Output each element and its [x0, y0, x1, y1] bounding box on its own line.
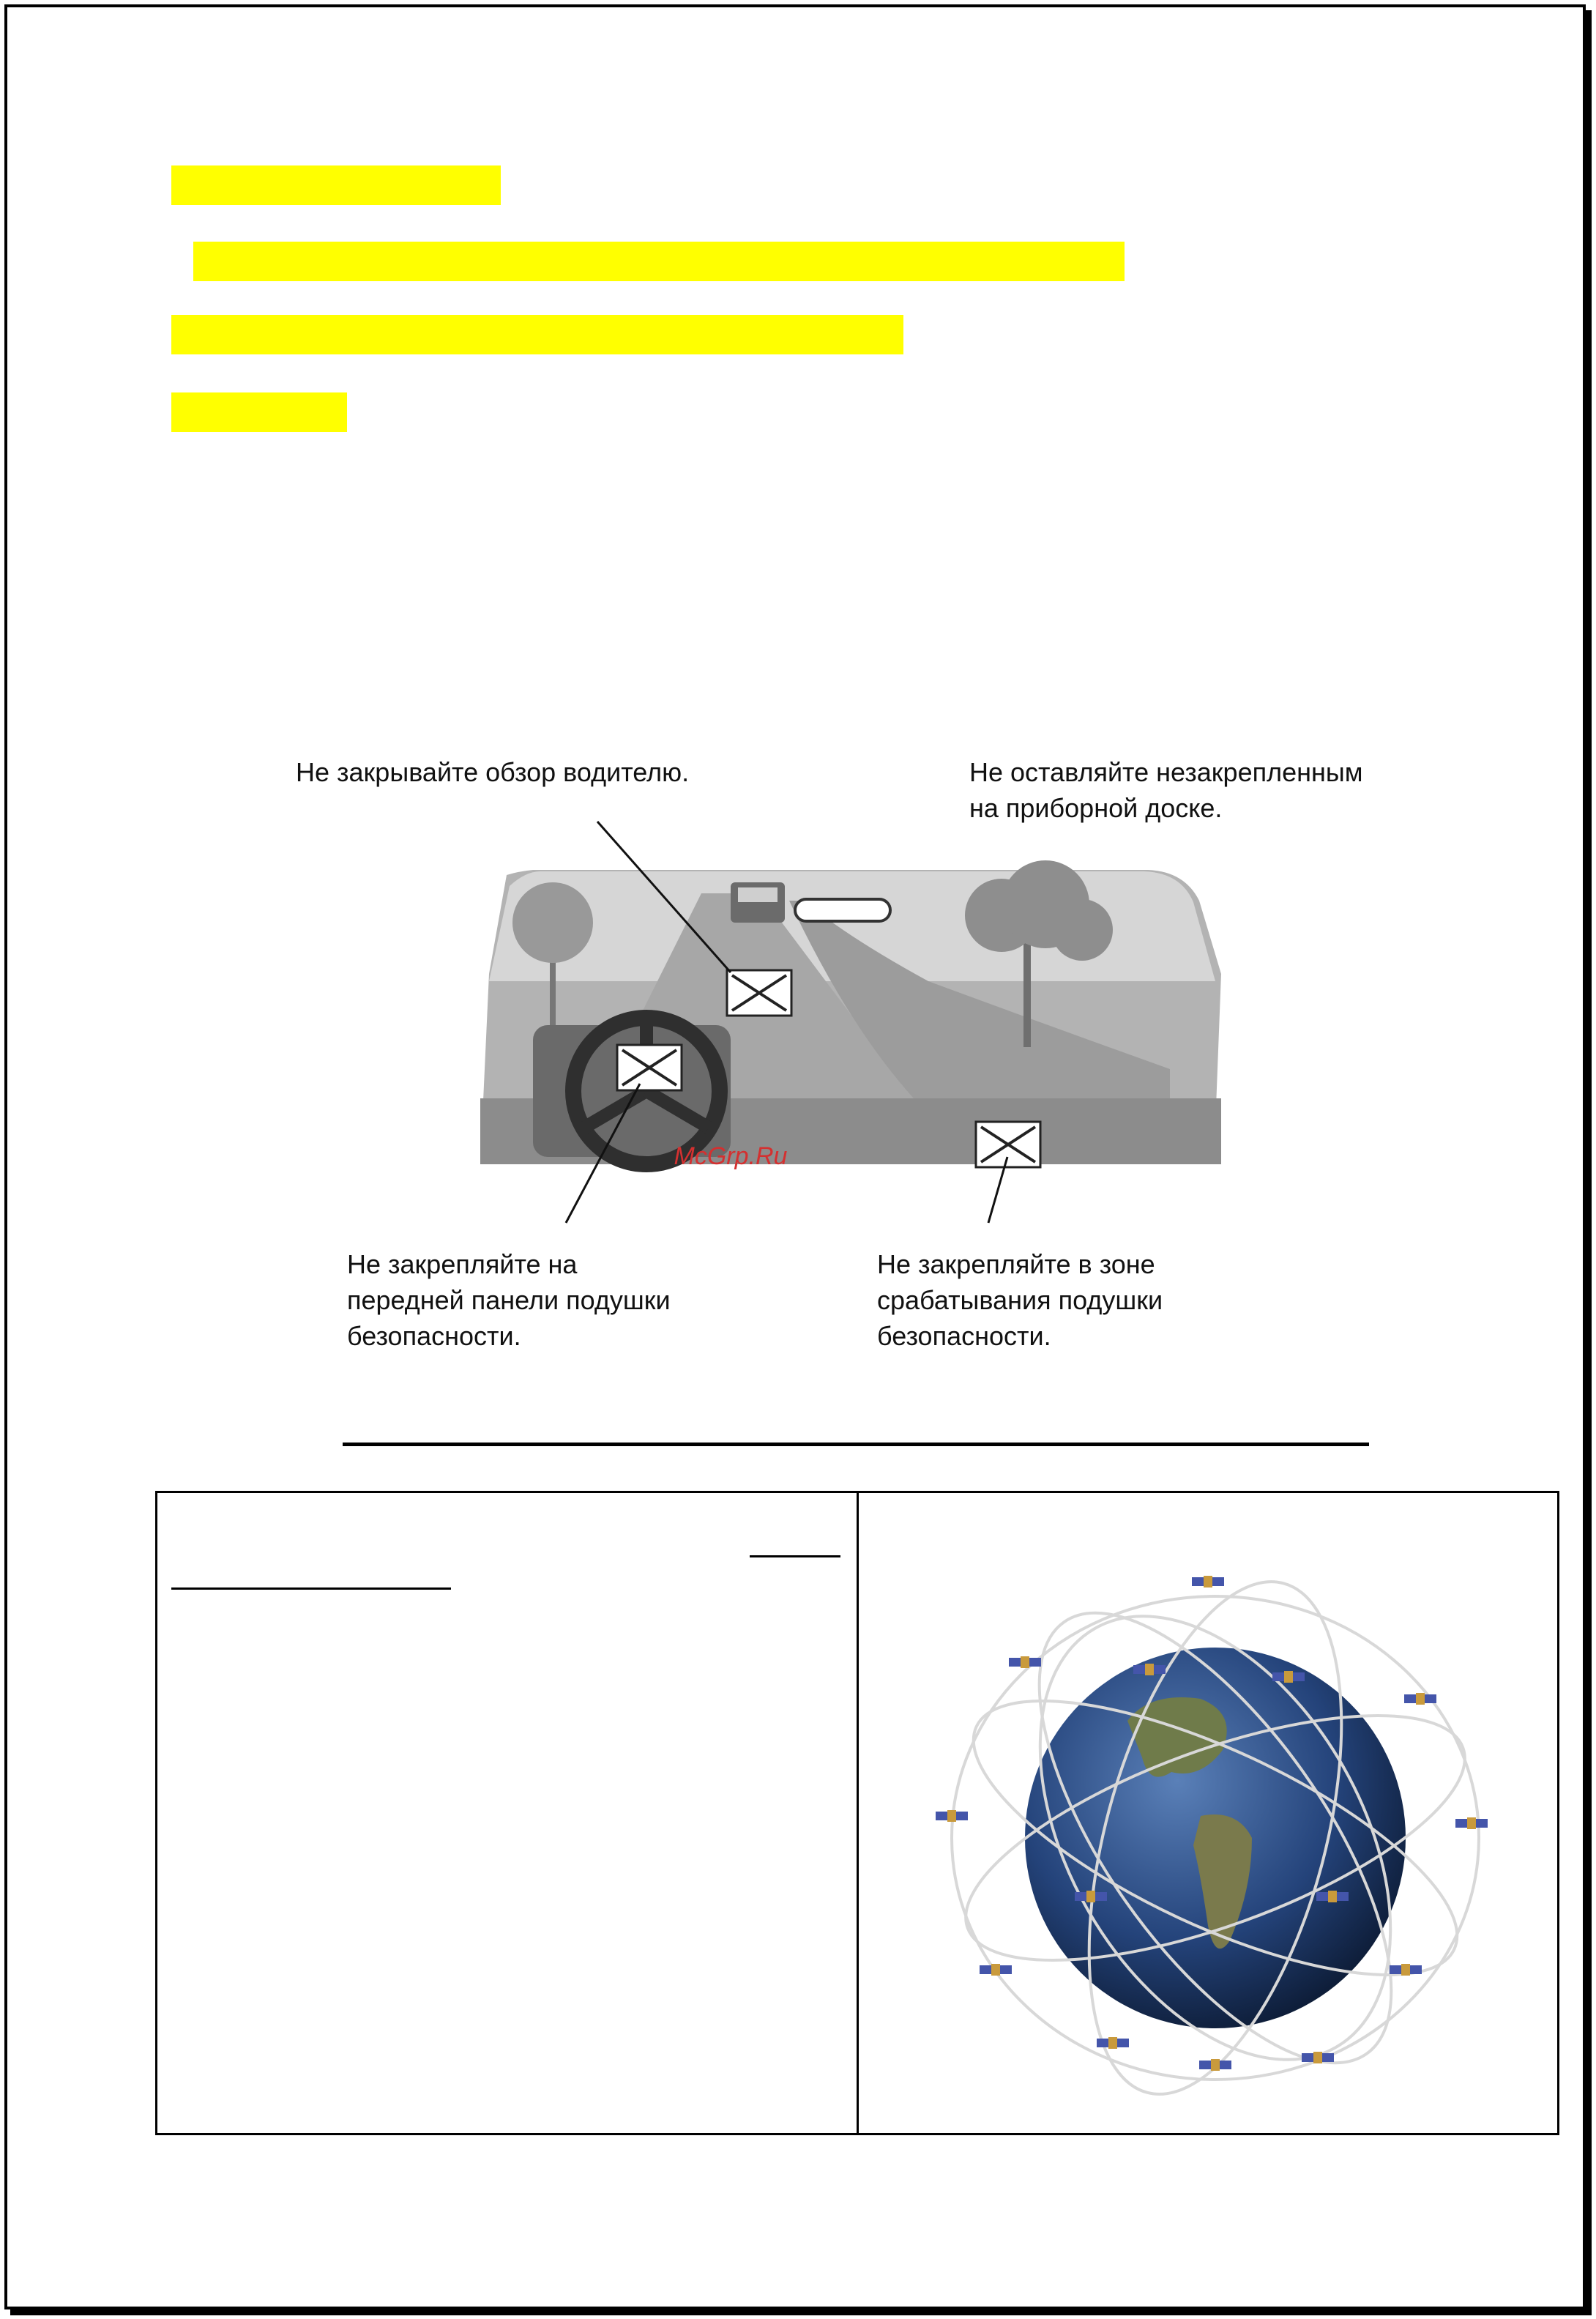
rearview-mirror	[795, 899, 890, 921]
caption-airbag-zone: Не закрепляйте в зоне срабатывания подушки безопасности.	[877, 1249, 1163, 1351]
caption-view: Не закрывайте обзор водителю.	[296, 757, 690, 787]
highlighted-line-2	[193, 242, 1125, 281]
highlighted-line-4	[171, 392, 347, 432]
horizontal-rule	[343, 1443, 1369, 1446]
table-column-divider	[857, 1493, 859, 2133]
prohibited-mount-dashboard-icon	[976, 1122, 1040, 1167]
highlighted-line-1	[171, 165, 501, 205]
gps-globe-illustration	[908, 1530, 1494, 2116]
prohibited-mount-wheel-icon	[617, 1045, 682, 1090]
highlighted-line-3	[171, 315, 903, 354]
underline-2	[171, 1587, 451, 1590]
gps-constellation-image	[908, 1530, 1494, 2116]
windshield-mounting-diagram	[291, 718, 1433, 1369]
caption-dashboard: Не оставляйте незакрепленным на приборной доске.	[969, 757, 1363, 823]
caption-front-panel: Не закрепляйте на передней панели подушки безопасности.	[347, 1249, 671, 1351]
car-ahead-icon	[731, 882, 785, 923]
underline-1	[750, 1555, 840, 1557]
watermark: McGrp.Ru	[674, 1142, 788, 1170]
prohibited-mount-windshield-icon	[727, 970, 791, 1016]
